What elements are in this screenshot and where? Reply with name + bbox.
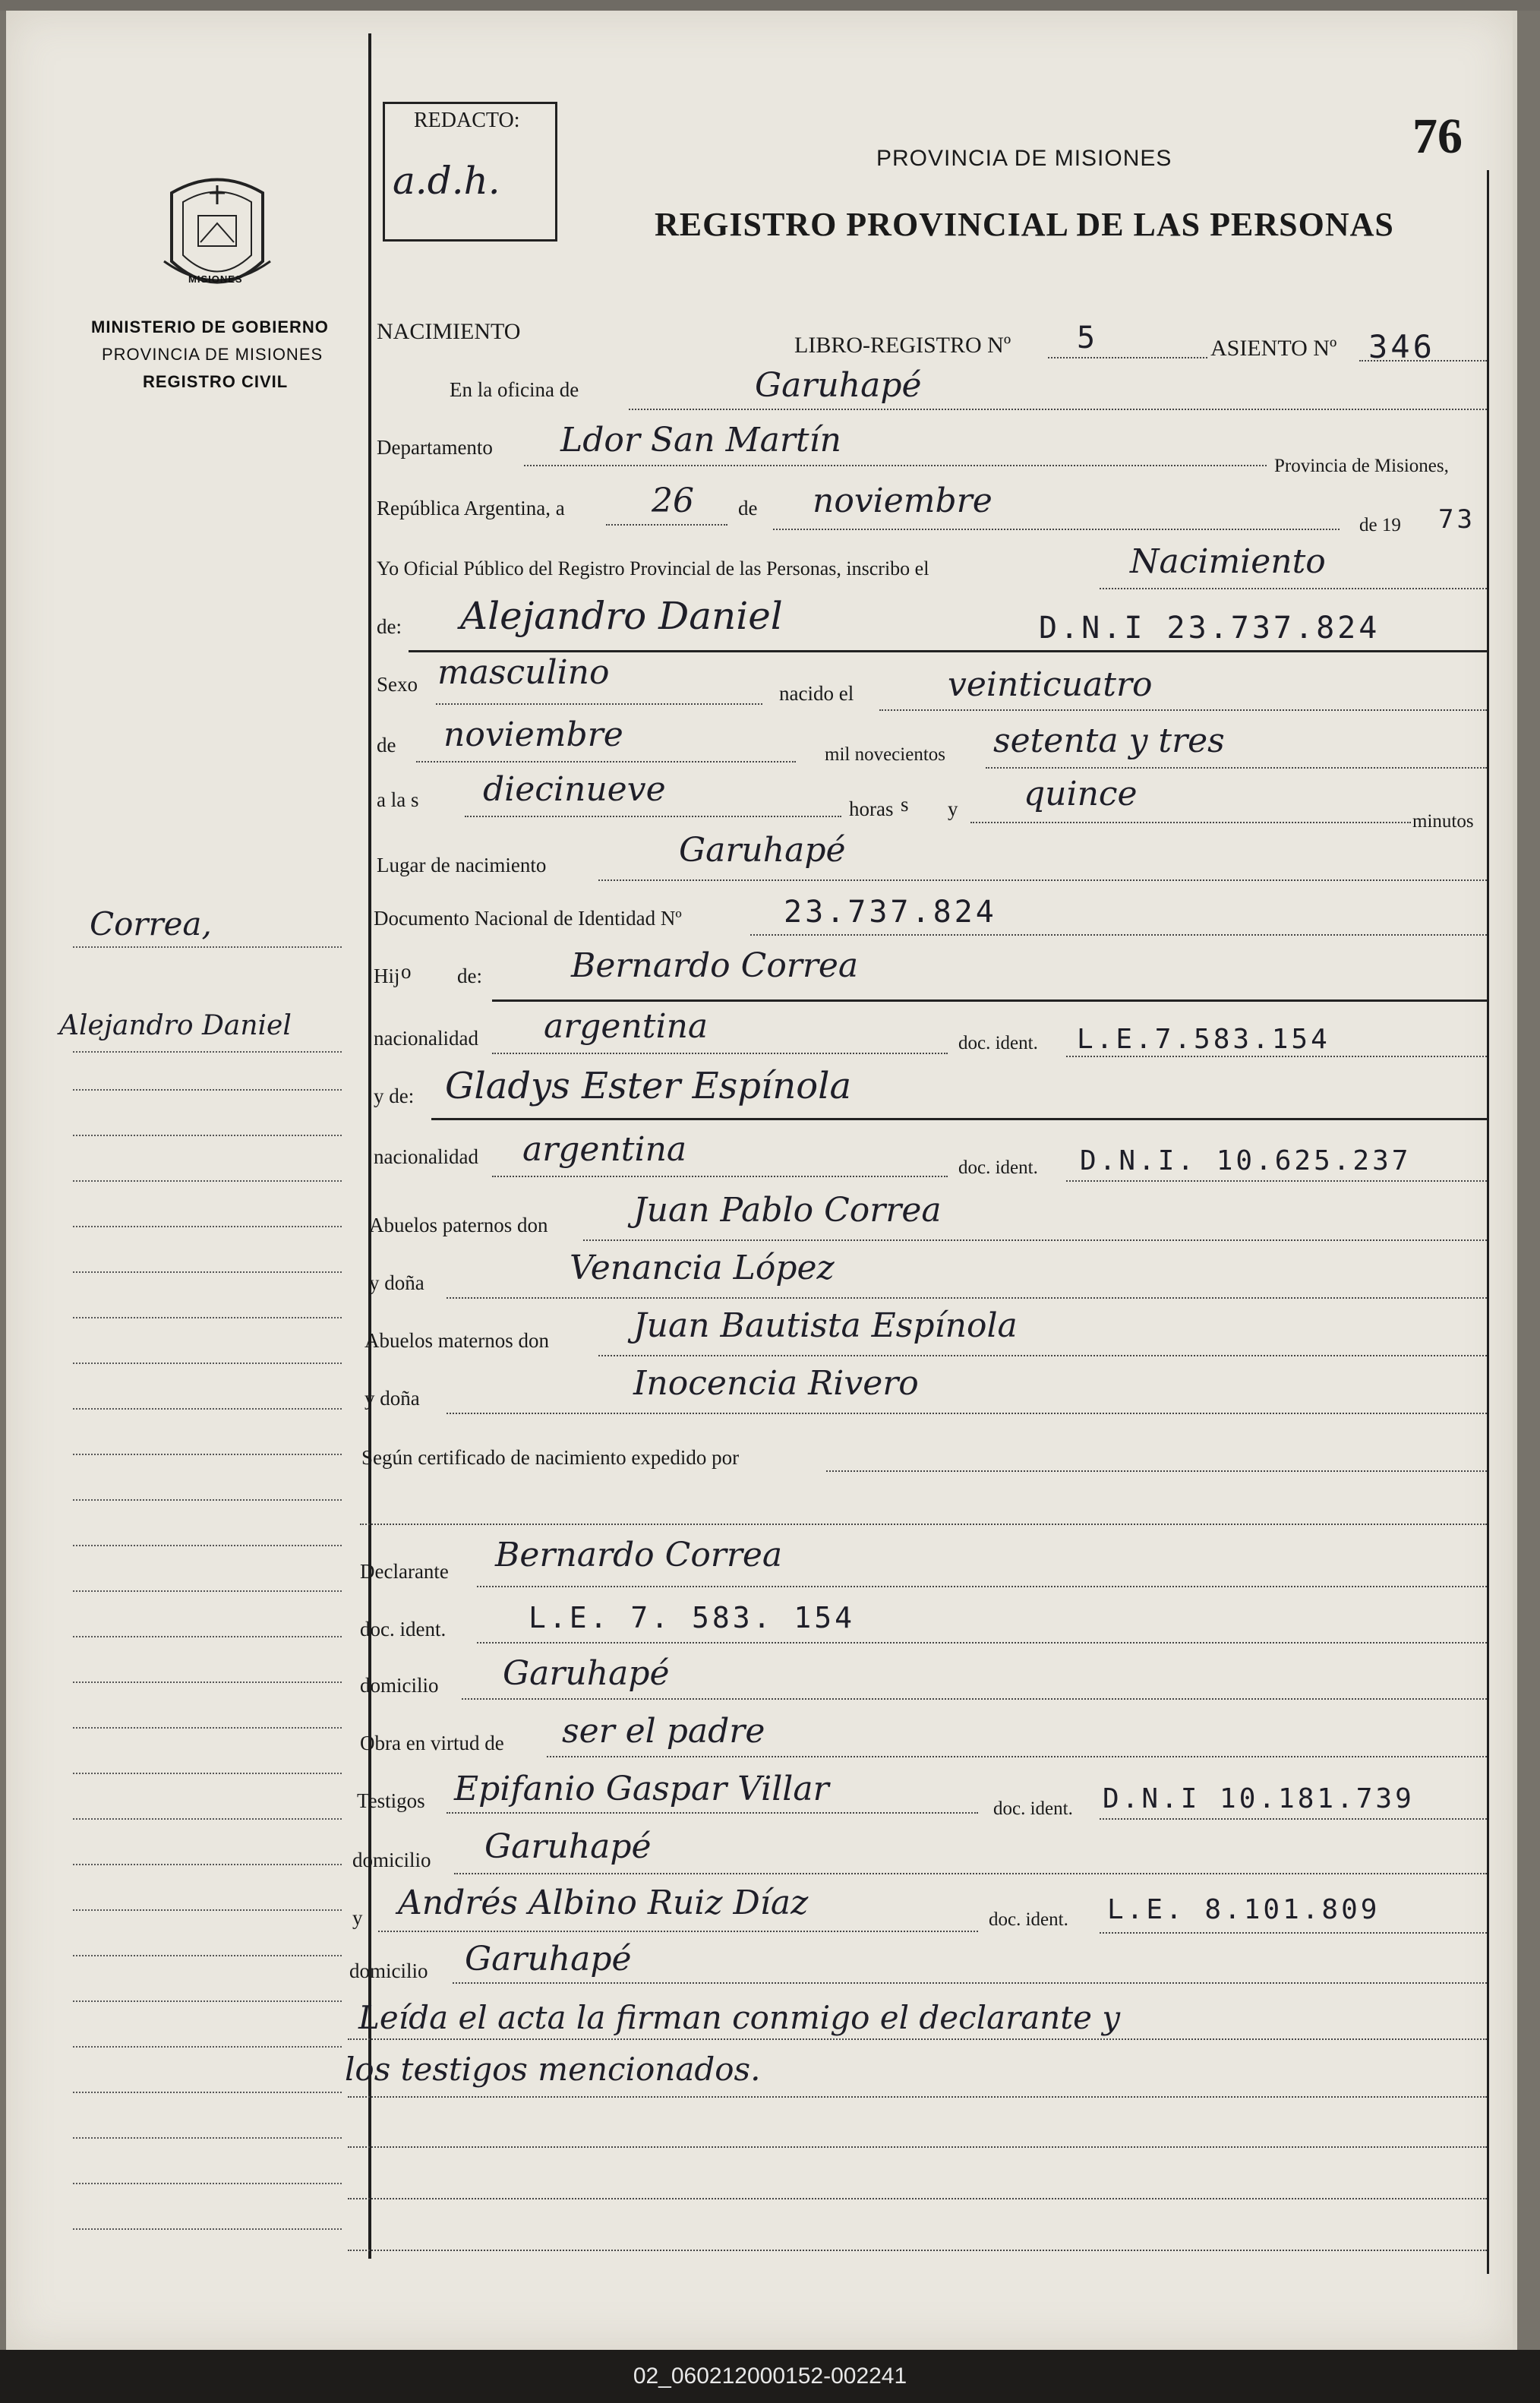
madre-doc-value: D.N.I. 10.625.237	[1080, 1145, 1412, 1176]
mil-line	[986, 767, 1487, 769]
margin-line	[73, 1909, 342, 1911]
testigo2-value: Andrés Albino Ruiz Díaz	[398, 1884, 809, 1922]
oficina-line	[629, 409, 1487, 410]
province-heading: PROVINCIA DE MISIONES	[876, 146, 1172, 171]
margin-line	[73, 2092, 342, 2093]
abuela-pat-value: Venancia López	[570, 1249, 835, 1287]
departamento-line	[524, 465, 1267, 466]
margin-line	[73, 1864, 342, 1865]
mes2-line	[416, 761, 796, 763]
margin-line	[73, 1363, 342, 1364]
stamp-label: REDACTO:	[414, 109, 520, 132]
registro-civil-line: REGISTRO CIVIL	[143, 372, 289, 391]
anio-value: 73	[1438, 504, 1475, 535]
departamento-value: Ldor San Martín	[560, 421, 842, 459]
testigo1-line	[447, 1812, 978, 1814]
y-de-label: y de:	[374, 1085, 415, 1107]
note-line-2	[348, 2096, 1487, 2098]
margin-line	[73, 1590, 342, 1592]
coat-of-arms-seal	[156, 170, 278, 307]
madre-nac-value: argentina	[522, 1130, 687, 1169]
padre-line	[492, 999, 1487, 1002]
testigo1-dom-line	[454, 1873, 1487, 1874]
redacto-stamp	[383, 102, 557, 242]
nacido-line	[879, 709, 1487, 711]
padre-nac-value: argentina	[544, 1007, 708, 1046]
testigo1-doc-line	[1100, 1818, 1487, 1820]
margin-line	[73, 2046, 342, 2048]
nombre-line	[409, 650, 1487, 652]
decl-dom-value: Garuhapé	[503, 1654, 670, 1693]
abuelos-pat-label: Abuelos paternos don	[369, 1214, 548, 1236]
oficial-line	[1100, 588, 1487, 589]
madre-line	[431, 1118, 1487, 1120]
segun-line-2	[360, 1524, 1487, 1525]
declarante-value: Bernardo Correa	[495, 1536, 783, 1574]
horas-suffix: s	[901, 793, 909, 816]
mes-line	[773, 529, 1340, 530]
segun-label: Según certificado de nacimiento expedido por	[361, 1446, 740, 1469]
margin-line	[73, 1135, 342, 1136]
hijo-suffix: o	[401, 960, 412, 983]
de2-label: de	[377, 734, 396, 756]
testigo2-doc-label: doc. ident.	[989, 1909, 1068, 1930]
testigo2-dom-line	[453, 1982, 1487, 1984]
oficina-label: En la oficina de	[450, 378, 579, 401]
note-line-5	[348, 2250, 1487, 2251]
page-number: 76	[1412, 109, 1463, 164]
stamp-initials: a.d.h.	[393, 159, 500, 203]
margin-line	[73, 2137, 342, 2139]
oficina-value: Garuhapé	[755, 366, 922, 405]
minutos-line	[970, 822, 1411, 823]
testigo1-doc-value: D.N.I 10.181.739	[1103, 1783, 1415, 1814]
abuelo-pat-line	[583, 1239, 1487, 1241]
scan-border-top	[0, 0, 1540, 11]
republica-label: República Argentina, a	[377, 497, 565, 519]
testigo2-dom-value: Garuhapé	[465, 1940, 632, 1978]
note-line-3	[348, 2146, 1487, 2148]
mes2-value: noviembre	[443, 715, 623, 754]
lugar-label: Lugar de nacimiento	[377, 854, 547, 876]
nacido-label: nacido el	[779, 682, 854, 705]
margin-line	[73, 1955, 342, 1956]
margin-line	[73, 1454, 342, 1455]
margin-line	[73, 1180, 342, 1182]
margin-line	[73, 1408, 342, 1410]
abuelo-mat-value: Juan Bautista Espínola	[633, 1306, 1018, 1345]
padre-nac-label: nacionalidad	[374, 1027, 478, 1050]
decl-dom-line	[462, 1698, 1487, 1700]
abuelos-mat-label: Abuelos maternos don	[364, 1329, 549, 1352]
sexo-label: Sexo	[377, 673, 418, 696]
hijo-de-label: de:	[457, 965, 482, 987]
madre-doc-line	[1066, 1180, 1487, 1182]
doc-nac-line	[750, 934, 1487, 936]
anio-label: de 19	[1359, 515, 1401, 535]
alas-label: a la s	[377, 788, 419, 811]
nacido-value: veinticuatro	[948, 665, 1153, 704]
obra-value: ser el padre	[562, 1712, 765, 1751]
madre-doc-label: doc. ident.	[958, 1157, 1038, 1178]
horas-line	[465, 816, 841, 817]
y-label: y	[948, 797, 958, 820]
asiento-label: ASIENTO Nº	[1210, 336, 1337, 361]
abuela-mat-label: y doña	[364, 1387, 420, 1410]
madre-value: Gladys Ester Espínola	[445, 1065, 852, 1107]
horas-value: diecinueve	[483, 770, 666, 809]
abuelo-mat-line	[598, 1355, 1487, 1356]
testigo1-dom-value: Garuhapé	[484, 1827, 652, 1866]
padre-value: Bernardo Correa	[571, 946, 859, 985]
decl-dom-label: domicilio	[360, 1674, 439, 1697]
dni-value: D.N.I 23.737.824	[1039, 611, 1381, 646]
closing-note-line2: los testigos mencionados.	[345, 2051, 761, 2088]
note-line-1	[348, 2038, 1487, 2040]
obra-label: Obra en virtud de	[360, 1732, 504, 1754]
page-title: REGISTRO PROVINCIAL DE LAS PERSONAS	[655, 206, 1394, 243]
doc-nac-label: Documento Nacional de Identidad Nº	[374, 907, 682, 930]
register-page	[6, 11, 1517, 2350]
abuela-mat-value: Inocencia Rivero	[633, 1364, 919, 1403]
abuelo-pat-value: Juan Pablo Correa	[633, 1191, 942, 1230]
closing-note-line1: Leída el acta la firman conmigo el declarante y	[358, 1999, 1121, 2036]
madre-nac-label: nacionalidad	[374, 1145, 478, 1168]
margin-line	[73, 1051, 342, 1053]
sexo-value: masculino	[437, 653, 610, 692]
padre-doc-value: L.E.7.583.154	[1077, 1024, 1330, 1055]
margin-line	[73, 1317, 342, 1318]
margin-line	[73, 2228, 342, 2230]
horas-label: horas	[849, 797, 894, 820]
doc-nac-value: 23.737.824	[784, 895, 997, 930]
margin-line	[73, 1818, 342, 1820]
libro-value: 5	[1077, 321, 1099, 355]
abuela-mat-line	[447, 1413, 1487, 1414]
testigo1-dom-label: domicilio	[352, 1849, 431, 1871]
abuela-pat-label: y doña	[369, 1271, 424, 1294]
dia-value: 26	[652, 482, 694, 520]
right-rule-line	[1487, 170, 1489, 2274]
hijo-label: Hij	[374, 965, 400, 987]
padre-doc-line	[1066, 1056, 1487, 1057]
decl-doc-value: L.E. 7. 583. 154	[529, 1601, 856, 1634]
province-line: PROVINCIA DE MISIONES	[102, 345, 323, 364]
image-caption: 02_060212000152-002241	[633, 2364, 907, 2389]
minutos-value: quince	[1024, 775, 1138, 813]
mil-label: mil novecientos	[825, 744, 945, 765]
minutos-label: minutos	[1412, 811, 1474, 832]
madre-nac-line	[492, 1176, 948, 1177]
mes-value: noviembre	[813, 482, 992, 520]
lugar-line	[598, 879, 1487, 881]
margin-line	[73, 1271, 342, 1273]
provincia-label: Provincia de Misiones,	[1274, 456, 1449, 476]
testigo2-doc-line	[1100, 1932, 1487, 1934]
segun-line	[826, 1470, 1487, 1472]
margin-line	[73, 1773, 342, 1774]
lugar-value: Garuhapé	[679, 831, 846, 870]
padre-nac-line	[492, 1053, 948, 1054]
margin-line	[73, 1226, 342, 1227]
margin-line	[73, 1681, 342, 1683]
margin-surname: Correa,	[90, 905, 212, 943]
testigo2-y-label: y	[352, 1906, 363, 1929]
margin-line	[73, 1727, 342, 1729]
margin-line	[73, 946, 342, 948]
margin-rule-line	[368, 33, 371, 2259]
mil-value: setenta y tres	[993, 722, 1225, 760]
de-nombre-label: de:	[377, 615, 402, 638]
testigo2-line	[378, 1931, 978, 1932]
departamento-label: Departamento	[377, 436, 493, 459]
record-type: NACIMIENTO	[377, 319, 521, 344]
testigo2-dom-label: domicilio	[349, 1959, 428, 1982]
seal-text: MISIONES	[188, 273, 243, 285]
margin-line	[73, 1089, 342, 1091]
oficial-label: Yo Oficial Público del Registro Provincial de las Personas, inscribo el	[377, 557, 929, 579]
decl-doc-label: doc. ident.	[360, 1618, 447, 1640]
de-label: de	[738, 497, 758, 519]
declarante-line	[477, 1586, 1487, 1587]
declarante-label: Declarante	[360, 1560, 449, 1583]
obra-line	[547, 1756, 1487, 1757]
oficial-value: Nacimiento	[1130, 542, 1326, 581]
abuela-pat-line	[447, 1297, 1487, 1299]
note-line-4	[348, 2198, 1487, 2199]
margin-line	[73, 1499, 342, 1501]
ministry-line: MINISTERIO DE GOBIERNO	[91, 317, 329, 336]
decl-doc-line	[477, 1642, 1487, 1644]
margin-line	[73, 1636, 342, 1637]
sexo-line	[436, 703, 762, 705]
testigos-label: Testigos	[357, 1789, 425, 1812]
padre-doc-label: doc. ident.	[958, 1033, 1038, 1053]
testigo1-doc-label: doc. ident.	[993, 1798, 1073, 1819]
margin-line	[73, 2183, 342, 2184]
margin-given-names: Alejandro Daniel	[59, 1010, 292, 1041]
libro-line	[1048, 357, 1207, 358]
testigo2-doc-value: L.E. 8.101.809	[1107, 1894, 1381, 1925]
asiento-value: 346	[1368, 328, 1435, 365]
libro-label: LIBRO-REGISTRO Nº	[794, 333, 1011, 358]
margin-line	[73, 2000, 342, 2002]
margin-line	[73, 1545, 342, 1546]
dia-line	[606, 524, 727, 526]
nombre-value: Alejandro Daniel	[460, 594, 783, 638]
testigo1-value: Epifanio Gaspar Villar	[454, 1770, 829, 1808]
